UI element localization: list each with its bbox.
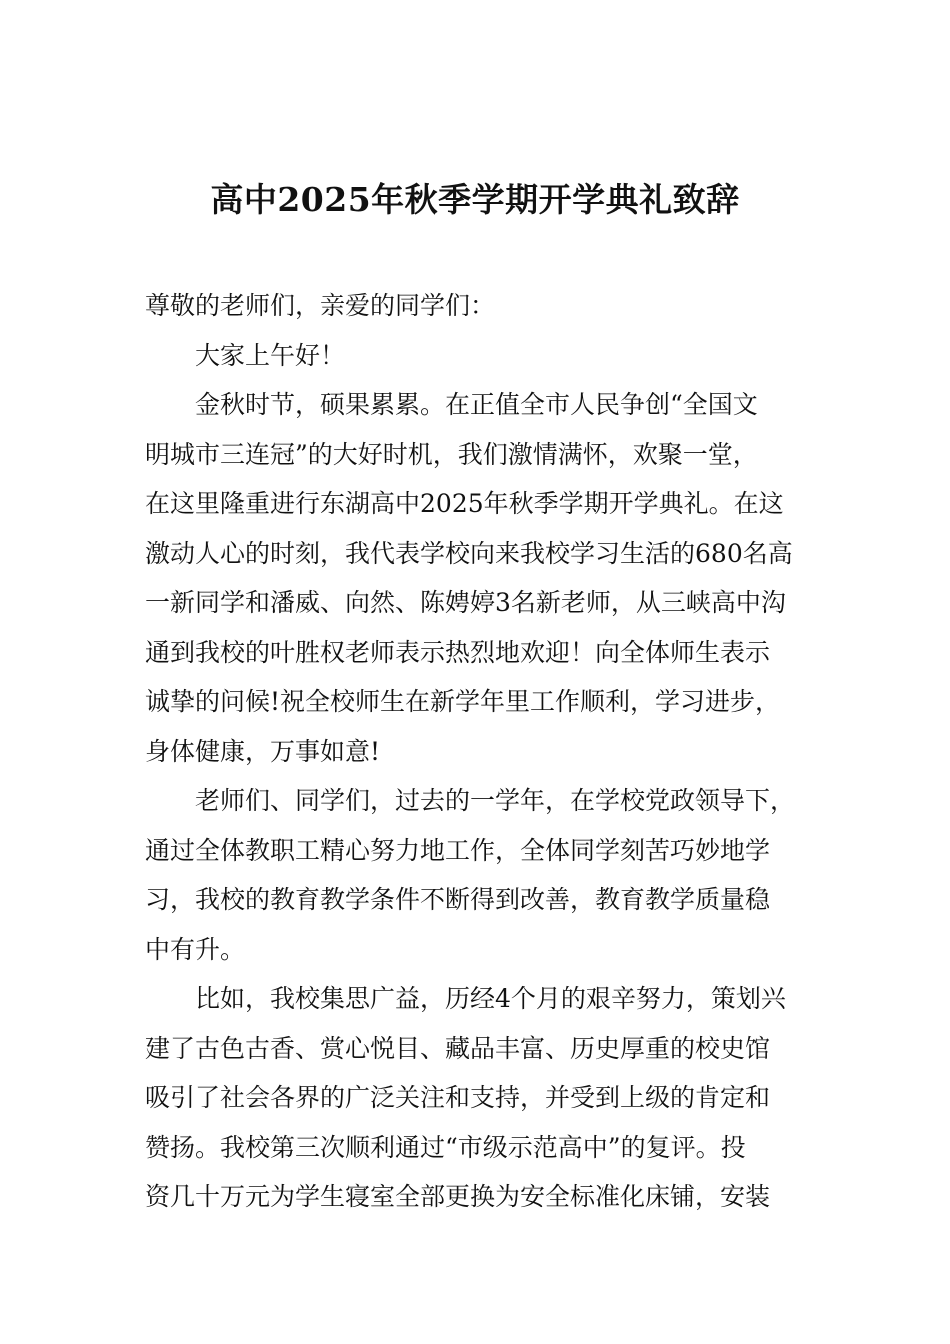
text-line: 在这里隆重进行东湖高中2025年秋季学期开学典礼。在这: [145, 489, 784, 518]
text-line: 资几十万元为学生寝室全部更换为安全标准化床铺，安装: [145, 1182, 771, 1211]
text-line: 金秋时节，硕果累累。在正值全市人民争创“全国文: [195, 390, 758, 419]
text-line: 比如，我校集思广益，历经4个月的艰辛努力，策划兴: [195, 984, 786, 1013]
text-line: 明城市三连冠”的大好时机，我们激情满怀，欢聚一堂，: [145, 439, 758, 469]
text-line: 赞扬。我校第三次顺利通过“市级示范高中”的复评。投: [145, 1132, 746, 1162]
text-line: 诚挚的问候!祝全校师生在新学年里工作顺利，学习进步，: [145, 687, 781, 716]
text-line: 老师们、同学们，过去的一学年，在学校党政领导下，: [195, 786, 796, 815]
text-line: 大家上午好！: [195, 340, 346, 370]
text-line: 激动人心的时刻，我代表学校向来我校学习生活的680名高: [145, 538, 793, 568]
text-line: 建了古色古香、赏心悦目、藏品丰富、历史厚重的校史馆: [145, 1033, 771, 1063]
text-line: 身体健康，万事如意!: [145, 736, 381, 766]
text-line: 中有升。: [145, 934, 246, 964]
text-line: 吸引了社会各界的广泛关注和支持，并受到上级的肯定和: [145, 1083, 771, 1112]
text-line: 通到我校的叶胜权老师表示热烈地欢迎！向全体师生表示: [145, 637, 771, 667]
text-line: 尊敬的老师们，亲爱的同学们：: [145, 291, 496, 320]
document-body: [145, 281, 815, 1222]
text-line: 通过全体教职工精心努力地工作，全体同学刻苦巧妙地学: [145, 835, 771, 865]
document-title: 高中2025年秋季学期开学典礼致辞: [210, 180, 740, 219]
text-line: 一新同学和潘威、向然、陈娉婷3名新老师，从三峡高中沟: [145, 588, 786, 617]
text-line: 习，我校的教育教学条件不断得到改善，教育教学质量稳: [145, 885, 771, 914]
